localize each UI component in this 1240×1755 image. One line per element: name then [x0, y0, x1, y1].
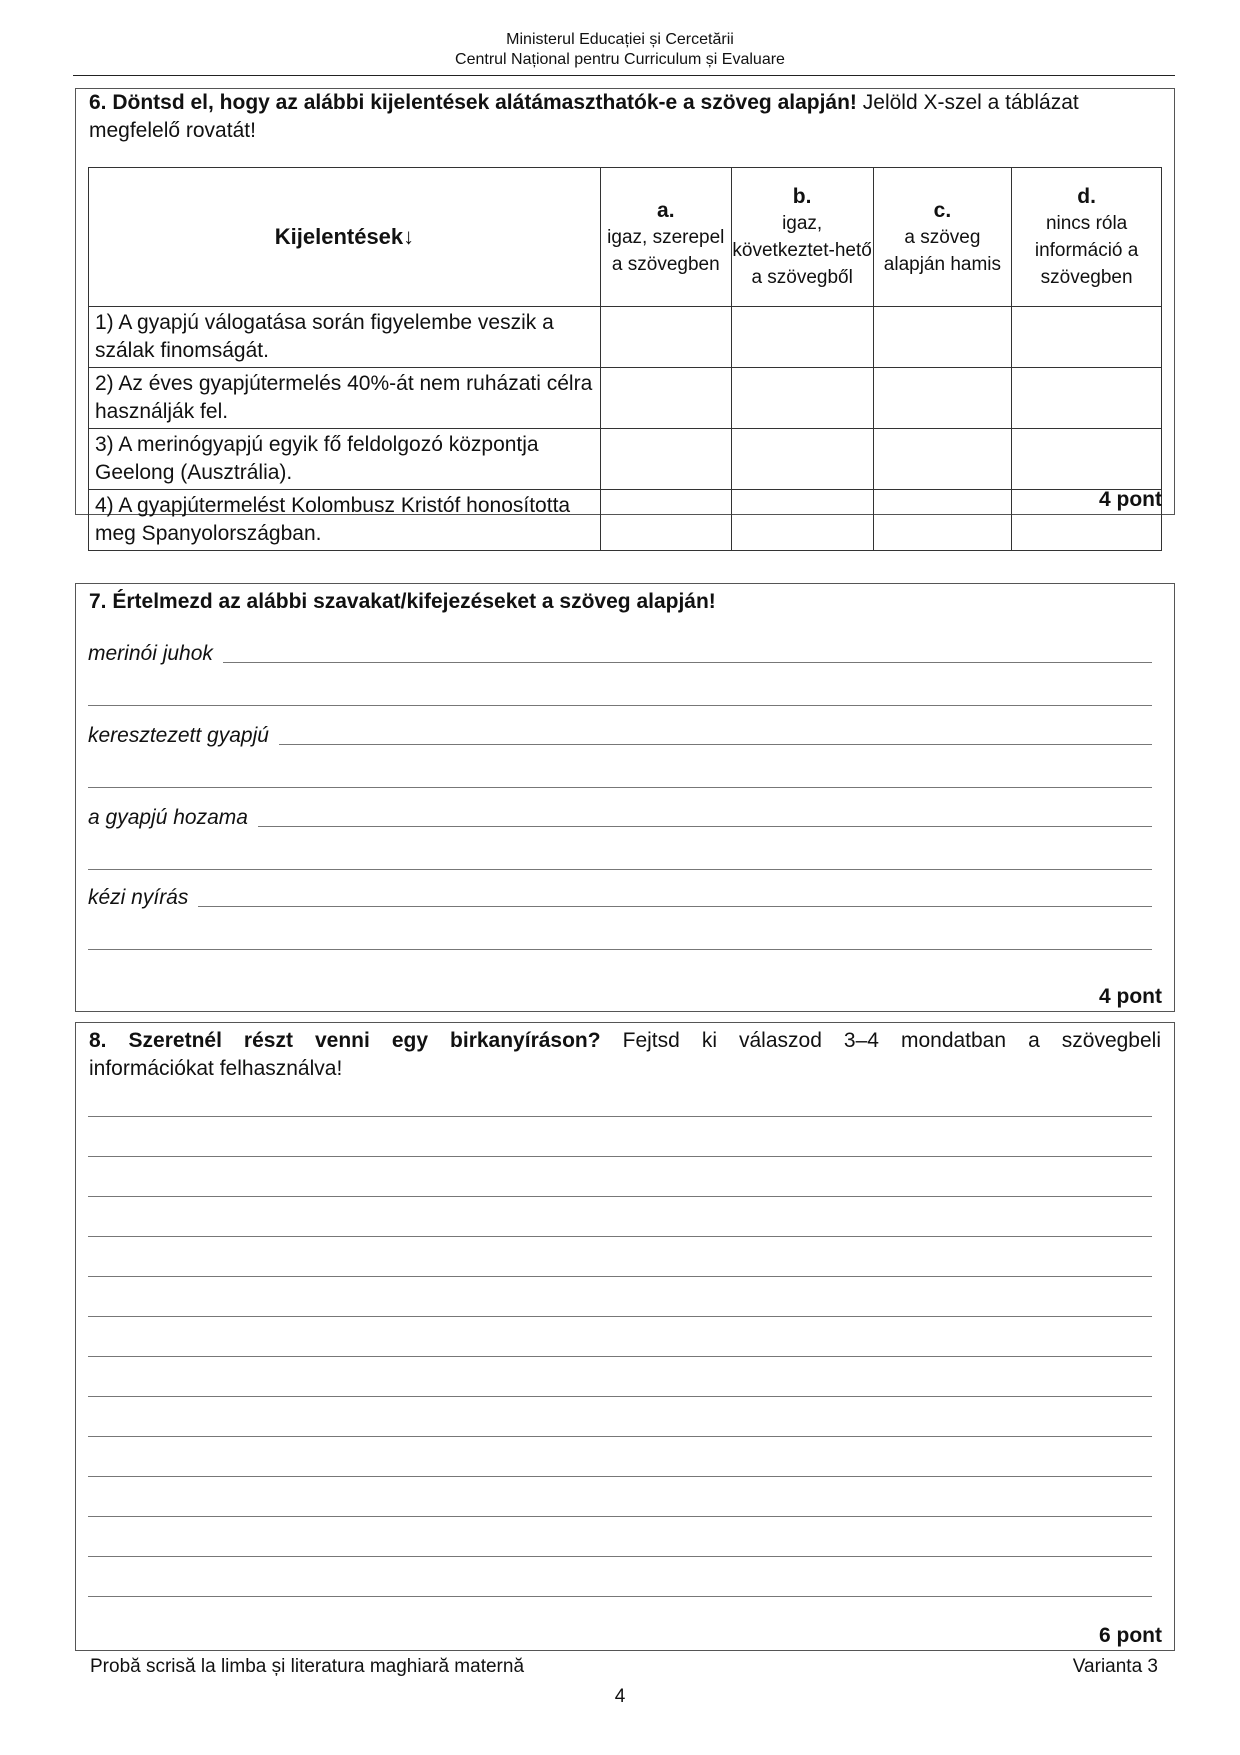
term-row-1: [88, 637, 1152, 667]
answer-line[interactable]: [88, 705, 1152, 706]
question-8-instruction-2: információkat felhasználva!: [89, 1057, 343, 1080]
column-d-header: d. nincs róla információ a szövegben: [1012, 168, 1162, 307]
term-3-answer-line[interactable]: [258, 826, 1152, 827]
statement-3: 3) A merinógyapjú egyik fő feldolgozó központja Geelong (Ausztrália).: [89, 429, 601, 490]
term-row-2: [88, 719, 1152, 749]
answer-line[interactable]: [88, 1396, 1152, 1397]
question-8-instruction-1: Fejtsd ki válaszod 3–4 mondatban a szövegbeli: [600, 1029, 1161, 1052]
question-8-points: 6 pont: [1099, 1624, 1162, 1647]
answer-cell-3c[interactable]: [873, 429, 1012, 490]
table-row: [89, 307, 1162, 368]
table-row: [89, 429, 1162, 490]
term-2-label: keresztezett gyapjú: [88, 724, 269, 747]
answer-cell-3b[interactable]: [731, 429, 873, 490]
page-number: 4: [614, 1686, 626, 1707]
answer-line[interactable]: [88, 1196, 1152, 1197]
question-8-box: [75, 1022, 1175, 1651]
question-6-prompt: [89, 89, 1161, 145]
statement-1: 1) A gyapjú válogatása során figyelembe veszik a szálak finomságát.: [89, 307, 601, 368]
question-8-title: 8. Szeretnél részt venni egy birkanyíráson?: [89, 1029, 601, 1052]
question-8-line-1: [89, 1027, 1161, 1055]
term-2-answer-line[interactable]: [279, 744, 1152, 745]
answer-cell-2b[interactable]: [731, 368, 873, 429]
question-7-box: [75, 583, 1175, 1012]
statements-column-header: Kijelentések↓: [89, 168, 601, 307]
question-8-prompt: [89, 1027, 1161, 1083]
question-7-title: 7. Értelmezd az alábbi szavakat/kifejezéseket a szöveg alapján!: [89, 590, 716, 613]
table-row: [89, 490, 1162, 551]
header-divider: [73, 75, 1175, 76]
table-row: [89, 368, 1162, 429]
question-6-box: [75, 88, 1175, 545]
answer-line[interactable]: [88, 1596, 1152, 1597]
answer-cell-1c[interactable]: [873, 307, 1012, 368]
answer-line[interactable]: [88, 1276, 1152, 1277]
answer-line[interactable]: [88, 869, 1152, 870]
question-6-title: 6. Döntsd el, hogy az alábbi kijelentések alátámaszthatók-e a szöveg alapján!: [89, 91, 857, 114]
column-b-header: b. igaz, következtet-hető a szövegből: [731, 168, 873, 307]
answer-cell-3a[interactable]: [600, 429, 731, 490]
answer-cell-4a[interactable]: [600, 490, 731, 551]
answer-cell-2c[interactable]: [873, 368, 1012, 429]
answer-line[interactable]: [88, 1156, 1152, 1157]
answer-cell-3d[interactable]: [1012, 429, 1162, 490]
ministry-name: Ministerul Educației și Cercetării: [506, 31, 734, 48]
term-1-label: merinói juhok: [88, 642, 213, 665]
answer-line[interactable]: [88, 1116, 1152, 1117]
answer-line[interactable]: [88, 1356, 1152, 1357]
column-a-header: a. igaz, szerepel a szövegben: [600, 168, 731, 307]
question-7-prompt: [89, 588, 1161, 616]
column-c-header: c. a szöveg alapján hamis: [873, 168, 1012, 307]
answer-line[interactable]: [88, 787, 1152, 788]
answer-line[interactable]: [88, 1516, 1152, 1517]
answer-line[interactable]: [88, 1316, 1152, 1317]
question-6-points: 4 pont: [1099, 488, 1162, 511]
answer-line[interactable]: [88, 949, 1152, 950]
answer-cell-4c[interactable]: [873, 490, 1012, 551]
table-header-row: [89, 168, 1162, 307]
answer-cell-1a[interactable]: [600, 307, 731, 368]
answer-cell-1b[interactable]: [731, 307, 873, 368]
footer-exam-title: Probă scrisă la limba și literatura maghiară maternă: [90, 1656, 525, 1677]
statements-table: [88, 167, 1162, 551]
question-6-instruction: Jelöld X-szel a táblázat megfelelő rovatát!: [89, 91, 1079, 142]
term-row-3: [88, 801, 1152, 831]
statement-2: 2) Az éves gyapjútermelés 40%-át nem ruházati célra használják fel.: [89, 368, 601, 429]
answer-line[interactable]: [88, 1556, 1152, 1557]
answer-line[interactable]: [88, 1436, 1152, 1437]
answer-cell-2d[interactable]: [1012, 368, 1162, 429]
answer-cell-1d[interactable]: [1012, 307, 1162, 368]
footer-variant: Varianta 3: [1072, 1656, 1158, 1677]
answer-cell-2a[interactable]: [600, 368, 731, 429]
term-row-4: [88, 881, 1152, 911]
document-header: [0, 30, 1240, 70]
term-1-answer-line[interactable]: [223, 662, 1152, 663]
term-4-label: kézi nyírás: [88, 886, 189, 909]
statement-4: 4) A gyapjútermelést Kolombusz Kristóf honosította meg Spanyolországban.: [89, 490, 601, 551]
answer-cell-4b[interactable]: [731, 490, 873, 551]
term-4-answer-line[interactable]: [198, 906, 1152, 907]
answer-line[interactable]: [88, 1476, 1152, 1477]
answer-line[interactable]: [88, 1236, 1152, 1237]
center-name: Centrul Național pentru Curriculum și Evaluare: [455, 51, 785, 68]
question-7-points: 4 pont: [1099, 985, 1162, 1008]
term-3-label: a gyapjú hozama: [88, 806, 248, 829]
